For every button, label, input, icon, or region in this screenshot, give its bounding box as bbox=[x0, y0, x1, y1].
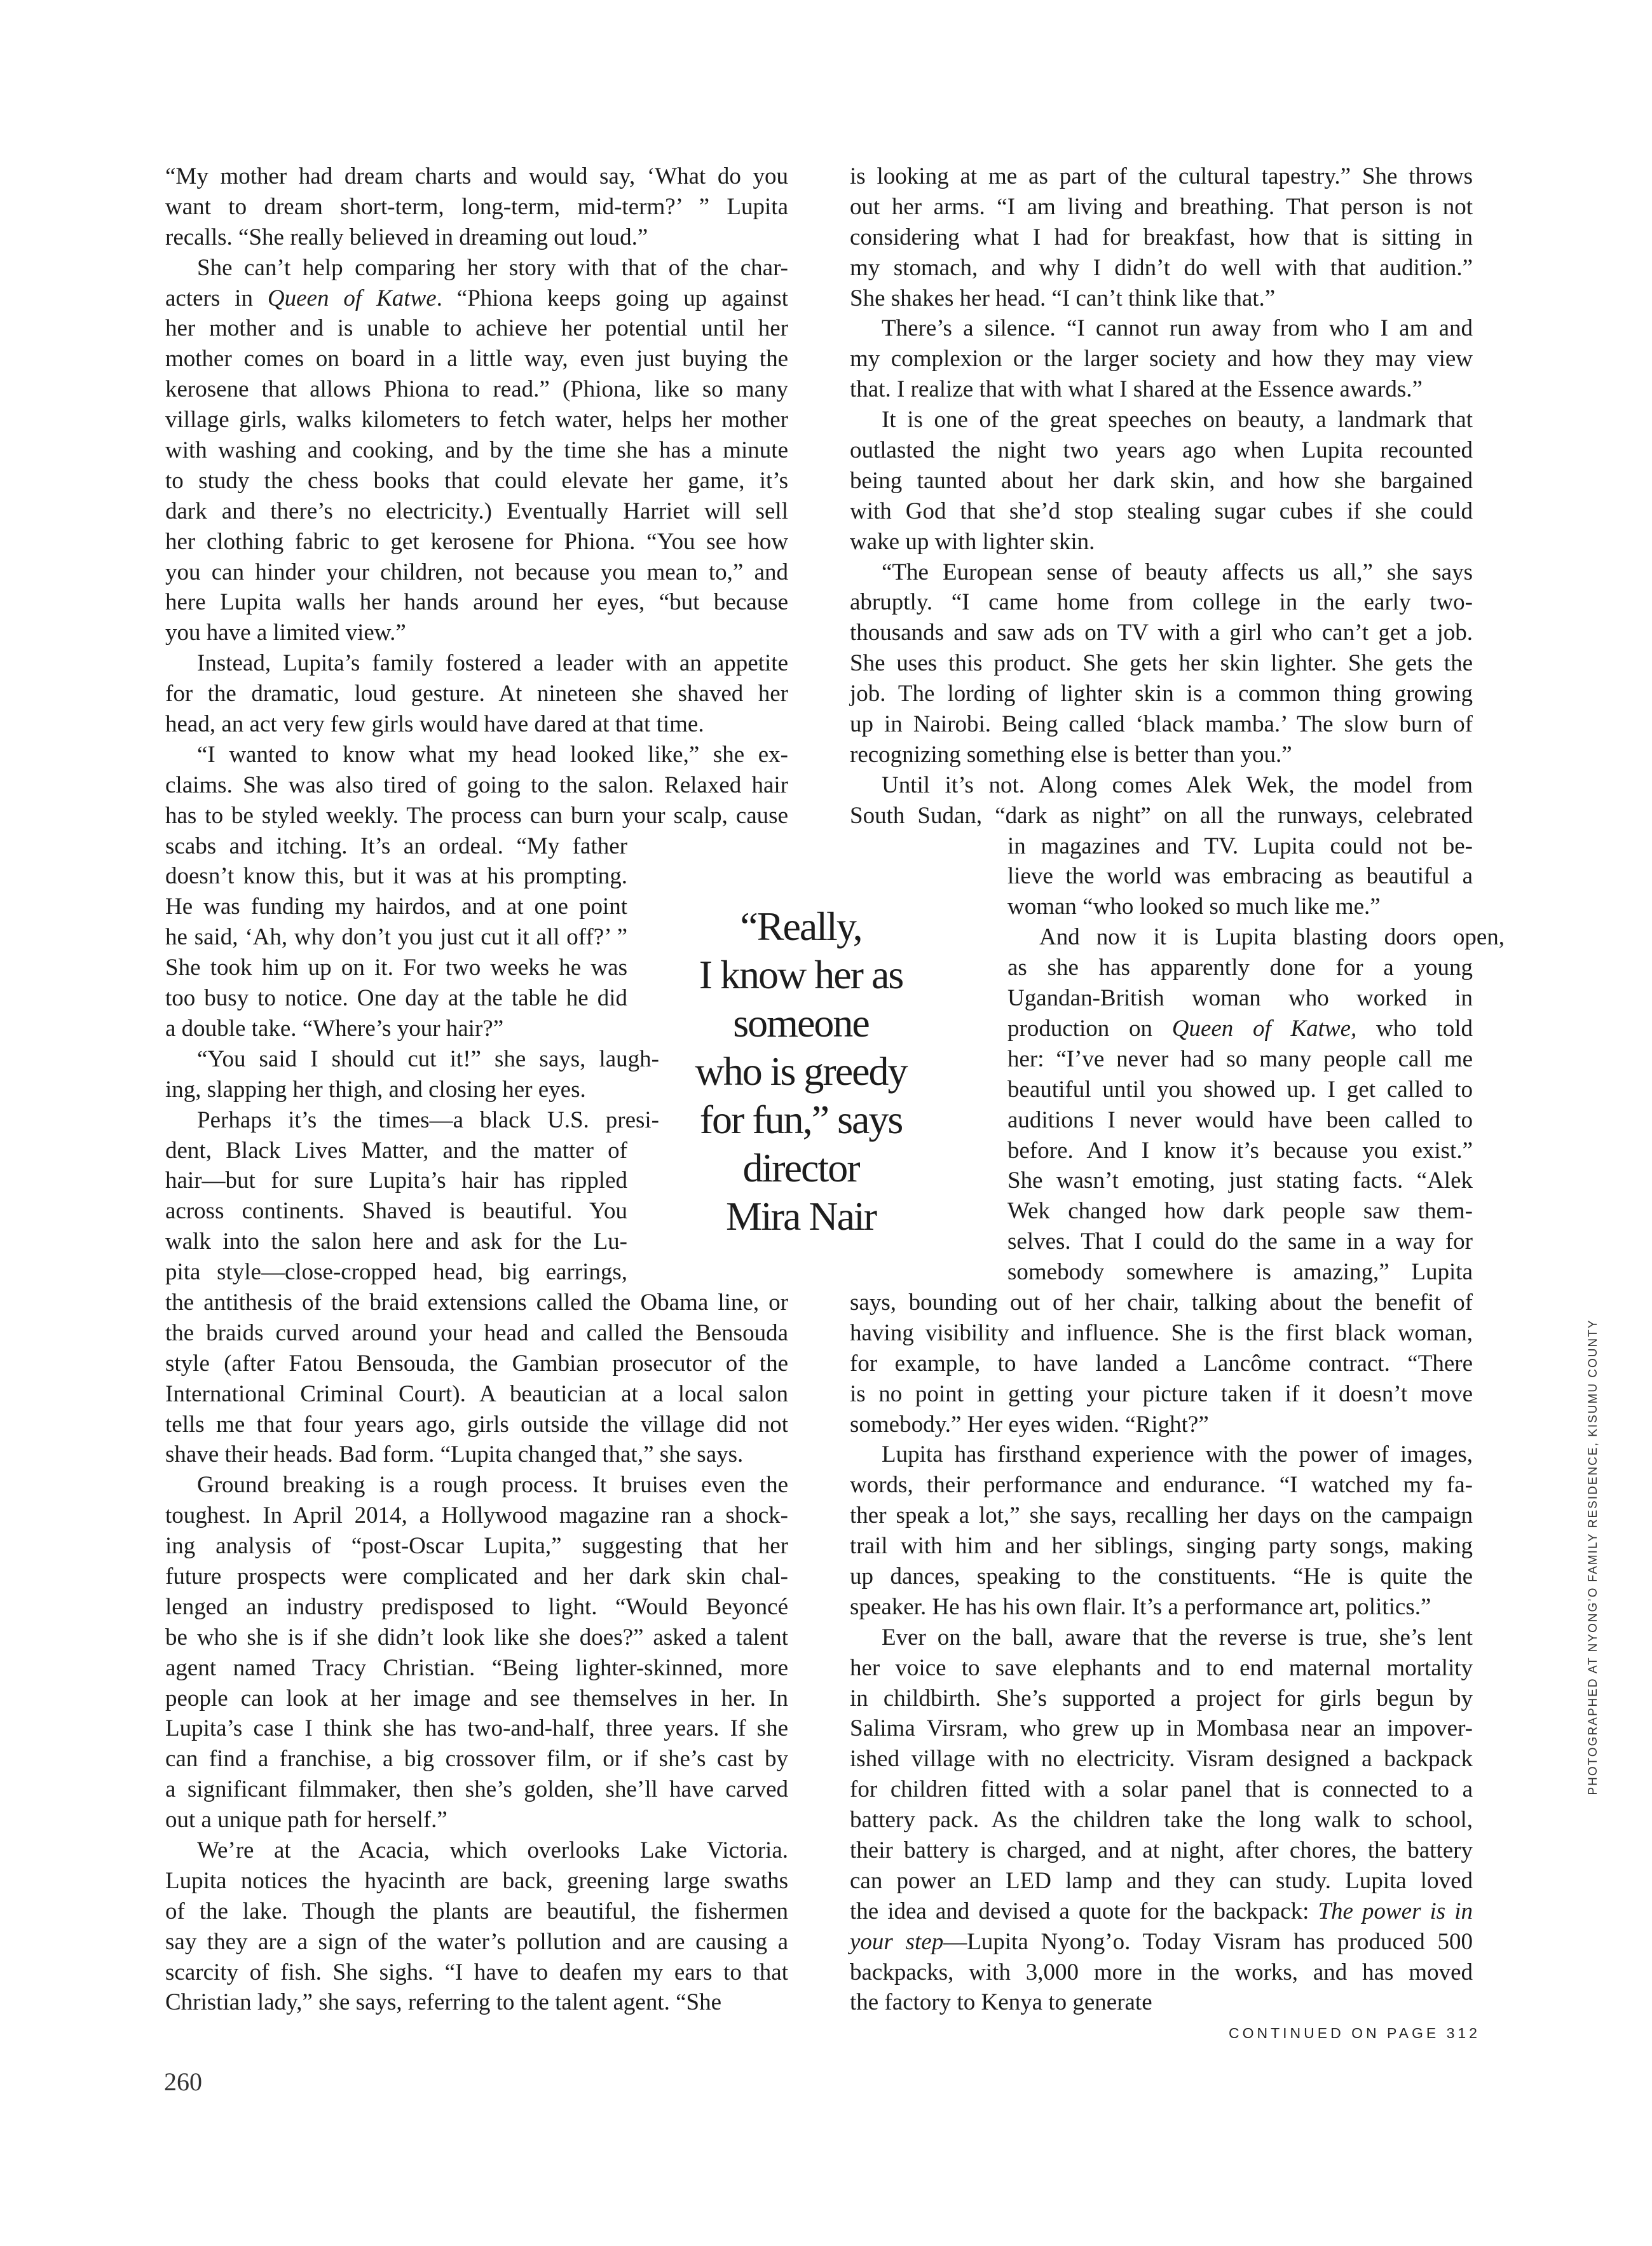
text-line: future prospects were complicated and her dark skin chal- bbox=[165, 1563, 788, 1589]
text-line: Ugandan-British woman who worked in bbox=[1007, 985, 1473, 1012]
page-number: 260 bbox=[164, 2067, 202, 2096]
text-line bbox=[165, 283, 788, 314]
italic-text: Queen of Katwe bbox=[267, 285, 437, 311]
text-line: he said, ‘Ah, why don’t you just cut it all off?’ ” bbox=[165, 924, 627, 951]
text-line: South Sudan, “dark as night” on all the runways, celebrated bbox=[850, 802, 1473, 829]
pull-quote-line: “Really, bbox=[740, 904, 862, 949]
text-line: We’re at the Acacia, which overlooks Lake Victoria. bbox=[197, 1837, 788, 1863]
text-line: She took him up on it. For two weeks he was bbox=[165, 955, 627, 981]
text-line: shave their heads. Bad form. “Lupita changed that,” she says. bbox=[165, 1441, 744, 1468]
text-line: And now it is Lupita blasting doors open, bbox=[1039, 924, 1505, 951]
text-line: in magazines and TV. Lupita could not be- bbox=[1007, 833, 1473, 859]
text-line: words, their performance and endurance. “I watched my fa- bbox=[850, 1472, 1473, 1499]
text-line: dark and there’s no electricity.) Eventually Harriet will sell bbox=[165, 498, 788, 524]
text-line: my complexion or the larger society and how they may view bbox=[850, 346, 1473, 372]
italic-text: Queen of Katwe, bbox=[1171, 1015, 1357, 1042]
text-line: dent, Black Lives Matter, and the matter of bbox=[165, 1137, 627, 1164]
pull-quote-line: I know her as bbox=[699, 952, 903, 997]
text-line: Ground breaking is a rough process. It bruises even the bbox=[197, 1472, 788, 1499]
pull-quote-line: someone bbox=[733, 1000, 869, 1045]
pull-quote-line: Mira Nair bbox=[725, 1194, 877, 1239]
text-line: style (after Fatou Bensouda, the Gambian prosecutor of the bbox=[165, 1350, 788, 1377]
text-line: Instead, Lupita’s family fostered a leader with an appetite bbox=[197, 650, 788, 677]
text-line bbox=[850, 1896, 1473, 1927]
text-line: mother comes on board in a little way, even just buying the bbox=[165, 346, 788, 372]
text-line: head, an act very few girls would have dared at that time. bbox=[165, 711, 704, 738]
text-line: lieve the world was embracing as beautiful a bbox=[1007, 863, 1473, 890]
text-line: agent named Tracy Christian. “Being lighter-skinned, more bbox=[165, 1654, 788, 1681]
text-line bbox=[850, 1927, 1473, 1957]
text-line: Lupita notices the hyacinth are back, greening large swaths bbox=[165, 1867, 788, 1894]
text-line: trail with him and her siblings, singing party songs, making bbox=[850, 1533, 1473, 1560]
text-line: their battery is charged, and at night, after chores, the battery bbox=[850, 1837, 1473, 1863]
text-line: somebody.” Her eyes widen. “Right?” bbox=[850, 1411, 1209, 1438]
text-line: my stomach, and why I didn’t do well with that audition.” bbox=[850, 254, 1473, 281]
text-line: scabs and itching. It’s an ordeal. “My father bbox=[165, 833, 627, 859]
text-line: kerosene that allows Phiona to read.” (Phiona, like so many bbox=[165, 376, 788, 403]
text-line: is looking at me as part of the cultural tapestry.” She throws bbox=[850, 163, 1473, 189]
text-line: the antithesis of the braid extensions called the Obama line, or bbox=[165, 1289, 788, 1316]
text-line: a significant filmmaker, then she’s golden, she’ll have carved bbox=[165, 1776, 788, 1803]
text-line: scarcity of fish. She sighs. “I have to deafen my ears to that bbox=[165, 1959, 788, 1985]
text-line: somebody somewhere is amazing,” Lupita bbox=[1007, 1259, 1473, 1286]
text-line: lenged an industry predisposed to light. “Would Beyoncé bbox=[165, 1593, 788, 1620]
text-segment: . “Phiona keeps going up against bbox=[436, 285, 789, 311]
text-line: before. And I know it’s because you exist.” bbox=[1007, 1137, 1473, 1164]
text-line: auditions I never would have been called to bbox=[1007, 1106, 1473, 1133]
text-line: be who she is if she didn’t look like she does?” asked a talent bbox=[165, 1624, 788, 1650]
text-line: She shakes her head. “I can’t think like that.” bbox=[850, 285, 1276, 311]
text-line: can find a franchise, a big crossover film, or if she’s cast by bbox=[165, 1746, 788, 1773]
text-line: Until it’s not. Along comes Alek Wek, the model from bbox=[882, 772, 1473, 798]
text-line: for children fitted with a solar panel that is connected to a bbox=[850, 1776, 1473, 1803]
text-line: here Lupita walls her hands around her eyes, “but because bbox=[165, 589, 788, 616]
text-line: “You said I should cut it!” she says, laugh- bbox=[197, 1045, 659, 1072]
text-line: her clothing fabric to get kerosene for Phiona. “You see how bbox=[165, 528, 788, 555]
text-line: Christian lady,” she says, referring to the talent agent. “She bbox=[165, 1989, 722, 2016]
text-line: of the lake. Though the plants are beautiful, the fishermen bbox=[165, 1898, 788, 1924]
text-line: tells me that four years ago, girls outside the village did not bbox=[165, 1411, 788, 1438]
pull-quote-line: director bbox=[742, 1145, 859, 1190]
text-line: Lupita has firsthand experience with the power of images, bbox=[882, 1441, 1473, 1468]
text-line: ished village with no electricity. Visram designed a backpack bbox=[850, 1746, 1473, 1773]
text-line: She can’t help comparing her story with that of the char- bbox=[197, 254, 788, 281]
text-segment: production on bbox=[1007, 1015, 1172, 1042]
text-line: people can look at her image and see themselves in her. In bbox=[165, 1685, 788, 1712]
text-line: has to be styled weekly. The process can burn your scalp, cause bbox=[165, 802, 788, 829]
text-line: wake up with lighter skin. bbox=[850, 528, 1095, 555]
text-line bbox=[1007, 1014, 1473, 1044]
photo-credit: PHOTOGRAPHED AT NYONG’O FAMILY RESIDENCE, KISUMU COUNTY bbox=[1587, 1319, 1600, 1795]
text-line: “My mother had dream charts and would say, ‘What do you bbox=[165, 163, 788, 189]
text-line: selves. That I could do the same in a way for bbox=[1007, 1228, 1473, 1255]
text-line: her voice to save elephants and to end maternal mortality bbox=[850, 1654, 1473, 1681]
text-line: with washing and cooking, and by the time she has a minute bbox=[165, 437, 788, 464]
text-line: “I wanted to know what my head looked like,” she ex- bbox=[197, 741, 788, 768]
text-line: the braids curved around your head and called the Bensouda bbox=[165, 1319, 788, 1346]
text-line: recalls. “She really believed in dreaming out loud.” bbox=[165, 224, 648, 250]
text-line: “The European sense of beauty affects us all,” she says bbox=[882, 559, 1473, 585]
text-line: Perhaps it’s the times—a black U.S. presi- bbox=[197, 1106, 659, 1133]
text-line: want to dream short-term, long-term, mid-term?’ ” Lupita bbox=[165, 193, 788, 220]
italic-text: your step bbox=[850, 1928, 944, 1955]
text-line: abruptly. “I came home from college in the early two- bbox=[850, 589, 1473, 616]
text-line: ing, slapping her thigh, and closing her eyes. bbox=[165, 1076, 586, 1103]
text-line: having visibility and influence. She is the first black woman, bbox=[850, 1319, 1473, 1346]
text-line: hair—but for sure Lupita’s hair has rippled bbox=[165, 1167, 627, 1194]
pull-quote bbox=[642, 902, 960, 1241]
text-segment: the idea and devised a quote for the backpack: bbox=[850, 1898, 1318, 1924]
continued-jump-label: CONTINUED ON PAGE 312 bbox=[1229, 2025, 1480, 2041]
text-line: She uses this product. She gets her skin lighter. She gets the bbox=[850, 650, 1473, 677]
text-line: the factory to Kenya to generate bbox=[850, 1989, 1152, 2016]
text-line: to study the chess books that could elevate her game, it’s bbox=[165, 467, 788, 494]
text-line: up in Nairobi. Being called ‘black mamba.’ The slow burn of bbox=[850, 711, 1473, 738]
text-line: ing analysis of “post-Oscar Lupita,” suggesting that her bbox=[165, 1533, 788, 1560]
pull-quote-line: who is greedy bbox=[695, 1049, 907, 1094]
text-line: too busy to notice. One day at the table he did bbox=[165, 985, 627, 1012]
text-line: out her arms. “I am living and breathing. That person is not bbox=[850, 193, 1473, 220]
text-segment: —Lupita Nyong’o. Today Visram has produced 500 bbox=[943, 1928, 1473, 1955]
text-line: Ever on the ball, aware that the reverse is true, she’s lent bbox=[882, 1624, 1473, 1650]
text-line: ther speak a lot,” she says, recalling her days on the campaign bbox=[850, 1502, 1473, 1529]
text-line: It is one of the great speeches on beauty, a landmark that bbox=[882, 407, 1473, 433]
text-segment: acters in bbox=[165, 285, 268, 311]
text-line: Wek changed how dark people saw them- bbox=[1007, 1198, 1473, 1225]
text-line: outlasted the night two years ago when Lupita recounted bbox=[850, 437, 1473, 464]
text-line: for the dramatic, loud gesture. At nineteen she shaved her bbox=[165, 681, 788, 707]
text-line: says, bounding out of her chair, talking about the benefit of bbox=[850, 1289, 1473, 1316]
text-line: you can hinder your children, not because you mean to,” and bbox=[165, 559, 788, 585]
pull-quote-line: for fun,” says bbox=[699, 1097, 903, 1142]
text-line: battery pack. As the children take the long walk to school, bbox=[850, 1807, 1473, 1834]
text-line: claims. She was also tired of going to the salon. Relaxed hair bbox=[165, 772, 788, 798]
text-line: in childbirth. She’s supported a project for girls begun by bbox=[850, 1685, 1473, 1712]
text-line: as she has apparently done for a young bbox=[1007, 955, 1473, 981]
text-line: considering what I had for breakfast, how that is sitting in bbox=[850, 224, 1473, 250]
text-line: speaker. He has his own flair. It’s a performance art, politics.” bbox=[850, 1593, 1431, 1620]
text-line: out a unique path for herself.” bbox=[165, 1807, 447, 1834]
text-line: being taunted about her dark skin, and how she bargained bbox=[850, 467, 1473, 494]
text-line: job. The lording of lighter skin is a common thing growing bbox=[850, 681, 1473, 707]
text-line: pita style—close-cropped head, big earrings, bbox=[165, 1259, 627, 1286]
text-segment: who told bbox=[1356, 1015, 1473, 1042]
text-line: can power an LED lamp and they can study. Lupita loved bbox=[850, 1867, 1473, 1894]
text-line: woman “who looked so much like me.” bbox=[1007, 894, 1381, 920]
text-line: Salima Virsram, who grew up in Mombasa near an impover- bbox=[850, 1715, 1473, 1742]
text-line: that. I realize that with what I shared at the Essence awards.” bbox=[850, 376, 1423, 403]
text-line: for example, to have landed a Lancôme contract. “There bbox=[850, 1350, 1473, 1377]
text-line: thousands and saw ads on TV with a girl who can’t get a job. bbox=[850, 620, 1473, 646]
text-line: is no point in getting your picture taken if it doesn’t move bbox=[850, 1380, 1473, 1407]
text-line: village girls, walks kilometers to fetch water, helps her mother bbox=[165, 407, 788, 433]
text-line: doesn’t know this, but it was at his prompting. bbox=[165, 863, 627, 890]
text-line: walk into the salon here and ask for the Lu- bbox=[165, 1228, 627, 1255]
text-line: beautiful until you showed up. I get called to bbox=[1007, 1076, 1473, 1103]
text-line: up dances, speaking to the constituents. “He is quite the bbox=[850, 1563, 1473, 1589]
italic-text: The power is in bbox=[1318, 1898, 1473, 1924]
text-line: you have a limited view.” bbox=[165, 620, 406, 646]
text-line: across continents. Shaved is beautiful. You bbox=[165, 1198, 627, 1225]
text-line: her mother and is unable to achieve her potential until her bbox=[165, 315, 788, 342]
text-line: recognizing something else is better than you.” bbox=[850, 741, 1292, 768]
text-line: There’s a silence. “I cannot run away from who I am and bbox=[882, 315, 1473, 342]
text-line: Lupita’s case I think she has two-and-half, three years. If she bbox=[165, 1715, 788, 1742]
text-line: backpacks, with 3,000 more in the works, and has moved bbox=[850, 1959, 1473, 1985]
text-line: He was funding my hairdos, and at one point bbox=[165, 894, 627, 920]
text-line: her: “I’ve never had so many people call me bbox=[1007, 1045, 1473, 1072]
text-line: International Criminal Court). A beautician at a local salon bbox=[165, 1380, 788, 1407]
text-line: a double take. “Where’s your hair?” bbox=[165, 1015, 504, 1042]
text-line: She wasn’t emoting, just stating facts. “Alek bbox=[1007, 1167, 1473, 1194]
text-line: toughest. In April 2014, a Hollywood magazine ran a shock- bbox=[165, 1502, 788, 1529]
text-line: say they are a sign of the water’s pollution and are causing a bbox=[165, 1928, 788, 1955]
text-line: with God that she’d stop stealing sugar cubes if she could bbox=[850, 498, 1473, 524]
